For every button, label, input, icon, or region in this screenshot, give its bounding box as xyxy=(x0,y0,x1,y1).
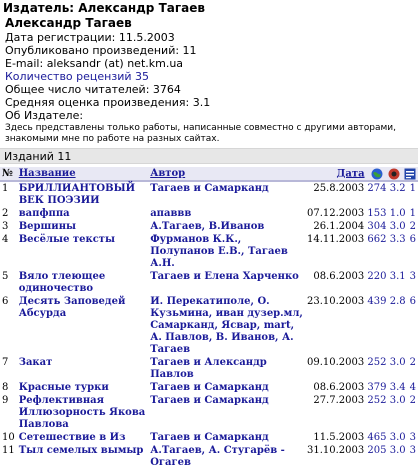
work-readers[interactable]: 379 xyxy=(367,382,387,393)
work-author-link[interactable]: Тагаев и Самарканд xyxy=(150,183,269,194)
work-reviews[interactable]: 6 xyxy=(409,234,416,245)
work-readers[interactable]: 252 xyxy=(367,395,387,406)
work-stats xyxy=(305,444,408,469)
work-date: 31.10.2003 xyxy=(306,445,365,456)
work-date: 07.12.2003 xyxy=(306,208,365,219)
work-stats xyxy=(305,381,408,394)
work-readers[interactable]: 205 xyxy=(367,445,387,456)
work-date: 14.11.2003 xyxy=(306,234,365,245)
table-row xyxy=(0,381,418,394)
row-number: 11 xyxy=(2,445,15,456)
table-header-row xyxy=(0,167,418,181)
work-author-link[interactable]: Тагаев и Самарканд xyxy=(150,395,269,406)
work-date: 27.7.2003 xyxy=(313,395,365,406)
row-number: 10 xyxy=(2,432,15,443)
work-date: 11.5.2003 xyxy=(313,432,365,443)
work-stats xyxy=(305,394,408,431)
work-readers[interactable]: 153 xyxy=(367,208,387,219)
work-author-link[interactable]: Тагаев и Александр Павлов xyxy=(150,357,267,380)
row-number: 1 xyxy=(2,183,9,194)
table-row xyxy=(0,220,418,233)
row-number: 7 xyxy=(2,357,9,368)
work-title-link[interactable]: вапфппа xyxy=(18,208,70,219)
author-name: Александр Тагаев xyxy=(5,16,132,30)
work-author-link[interactable]: Тагаев и Самарканд xyxy=(150,382,269,393)
work-rating[interactable]: 3.4 xyxy=(389,382,406,393)
work-readers[interactable]: 220 xyxy=(367,271,387,282)
work-date: 23.10.2003 xyxy=(306,296,365,307)
work-stats xyxy=(305,295,408,356)
rating-icon[interactable] xyxy=(388,168,400,180)
about-label: Об Издателе: xyxy=(5,109,84,122)
work-title-link[interactable]: Весёлые тексты xyxy=(18,234,116,245)
work-rating[interactable]: 3.0 xyxy=(389,221,406,232)
editions-count: Изданий 11 xyxy=(0,148,418,164)
work-date: 25.8.2003 xyxy=(313,183,365,194)
work-reviews[interactable]: 3 xyxy=(409,445,416,456)
email: E-mail: aleksandr (at) net.km.ua xyxy=(5,57,184,70)
work-stats xyxy=(305,220,408,233)
work-title-link[interactable]: Вершины xyxy=(18,221,77,232)
works-table xyxy=(0,167,418,469)
row-number: 4 xyxy=(2,234,9,245)
sort-by-title-link[interactable]: Название xyxy=(18,168,76,179)
work-reviews[interactable]: 1 xyxy=(409,208,416,219)
work-reviews[interactable]: 3 xyxy=(409,271,416,282)
table-row xyxy=(0,431,418,444)
work-title-link[interactable]: Тыл семелых вымыр xyxy=(18,445,144,456)
work-readers[interactable]: 465 xyxy=(367,432,387,443)
work-rating[interactable]: 3.0 xyxy=(389,395,406,406)
work-stats xyxy=(305,356,408,381)
work-stats xyxy=(305,431,408,444)
work-readers[interactable]: 274 xyxy=(367,183,387,194)
work-rating[interactable]: 3.0 xyxy=(389,357,406,368)
work-date: 08.6.2003 xyxy=(313,382,365,393)
work-reviews[interactable]: 1 xyxy=(409,183,416,194)
table-row xyxy=(0,207,418,220)
work-date: 26.1.2004 xyxy=(313,221,365,232)
table-row xyxy=(0,444,418,469)
work-rating[interactable]: 3.0 xyxy=(389,445,406,456)
work-reviews[interactable]: 6 xyxy=(409,296,416,307)
about-text: Здесь представлены только работы, написанные совместно с другими авторами, знакомыми мне по работе на разных сайтах. xyxy=(5,123,396,144)
page-title: Издатель: Александр Тагаев xyxy=(3,1,205,15)
row-number: 5 xyxy=(2,271,9,282)
work-author-link[interactable]: апаввв xyxy=(150,208,192,219)
work-title-link[interactable]: Сетешествие в Из xyxy=(18,432,126,443)
row-number: 8 xyxy=(2,382,9,393)
work-readers[interactable]: 439 xyxy=(367,296,387,307)
work-author-link[interactable]: А.Тагаев, А. Стугарёв - Огагев xyxy=(150,445,285,468)
globe-icon[interactable] xyxy=(371,168,383,180)
sort-by-date-link[interactable]: Дата xyxy=(336,168,365,179)
work-title-link[interactable]: Вяло тлеющее одиночество xyxy=(18,271,106,294)
work-stats xyxy=(305,207,408,220)
header-num[interactable]: № xyxy=(0,167,17,181)
reviews-link[interactable]: Количество рецензий 35 xyxy=(5,70,149,83)
row-number: 6 xyxy=(2,296,9,307)
work-rating[interactable]: 3.0 xyxy=(389,432,406,443)
work-rating[interactable]: 3.1 xyxy=(389,271,406,282)
registration-date: Дата регистрации: 11.5.2003 xyxy=(5,31,175,44)
row-number: 3 xyxy=(2,221,9,232)
table-row xyxy=(0,270,418,295)
work-title-link[interactable]: Десять Заповедей Абсурда xyxy=(18,296,126,319)
author-info xyxy=(5,16,418,145)
work-date: 09.10.2003 xyxy=(306,357,365,368)
work-rating[interactable]: 3.2 xyxy=(389,183,406,194)
work-readers[interactable]: 662 xyxy=(367,234,387,245)
work-date: 08.6.2003 xyxy=(313,271,365,282)
work-rating[interactable]: 2.8 xyxy=(389,296,406,307)
work-author-link[interactable]: И. Перекатиполе, О. Кузьмина, иван дузер.мл, Самарканд, Ясвар, mart, А. Павлов, В. Иванов, А. Тагаев xyxy=(150,296,303,355)
work-stats xyxy=(305,270,408,295)
work-reviews[interactable]: 3 xyxy=(409,432,416,443)
published-count: Опубликовано произведений: 11 xyxy=(5,44,197,57)
sort-by-author-link[interactable]: Автор xyxy=(150,168,186,179)
work-reviews[interactable]: 2 xyxy=(409,357,416,368)
work-readers[interactable]: 252 xyxy=(367,357,387,368)
work-author-link[interactable]: Тагаев и Елена Харченко xyxy=(150,271,299,282)
row-number: 2 xyxy=(2,208,9,219)
work-reviews[interactable]: 4 xyxy=(409,382,416,393)
work-author-link[interactable]: Фурманов К.К., Полупанов Е.В., Тагаев А.Н. xyxy=(150,234,288,269)
work-title-link[interactable]: Рефлективная Иллюзорность Якова Павлова xyxy=(18,395,146,430)
readers-total: Общее число читателей: 3764 xyxy=(5,83,181,96)
profile-section xyxy=(0,1,418,145)
table-row xyxy=(0,181,418,207)
work-rating[interactable]: 3.3 xyxy=(389,234,406,245)
table-row xyxy=(0,295,418,356)
work-title-link[interactable]: БРИЛЛИАНТОВЫЙ ВЕК ПОЭЗИИ xyxy=(18,183,136,206)
table-row xyxy=(0,233,418,270)
list-icon[interactable] xyxy=(404,168,416,180)
work-reviews[interactable]: 2 xyxy=(409,221,416,232)
work-author-link[interactable]: Тагаев и Самарканд xyxy=(150,432,269,443)
work-stats xyxy=(305,233,408,270)
work-rating[interactable]: 1.0 xyxy=(389,208,406,219)
work-title-link[interactable]: Красные турки xyxy=(18,382,109,393)
work-author-link[interactable]: А.Тагаев, В.Иванов xyxy=(150,221,265,232)
work-title-link[interactable]: Закат xyxy=(18,357,53,368)
work-reviews[interactable]: 2 xyxy=(409,395,416,406)
table-row xyxy=(0,394,418,431)
work-readers[interactable]: 304 xyxy=(367,221,387,232)
table-row xyxy=(0,356,418,381)
work-stats xyxy=(305,181,408,207)
average-rating: Средняя оценка произведения: 3.1 xyxy=(5,96,211,109)
row-number: 9 xyxy=(2,395,9,406)
